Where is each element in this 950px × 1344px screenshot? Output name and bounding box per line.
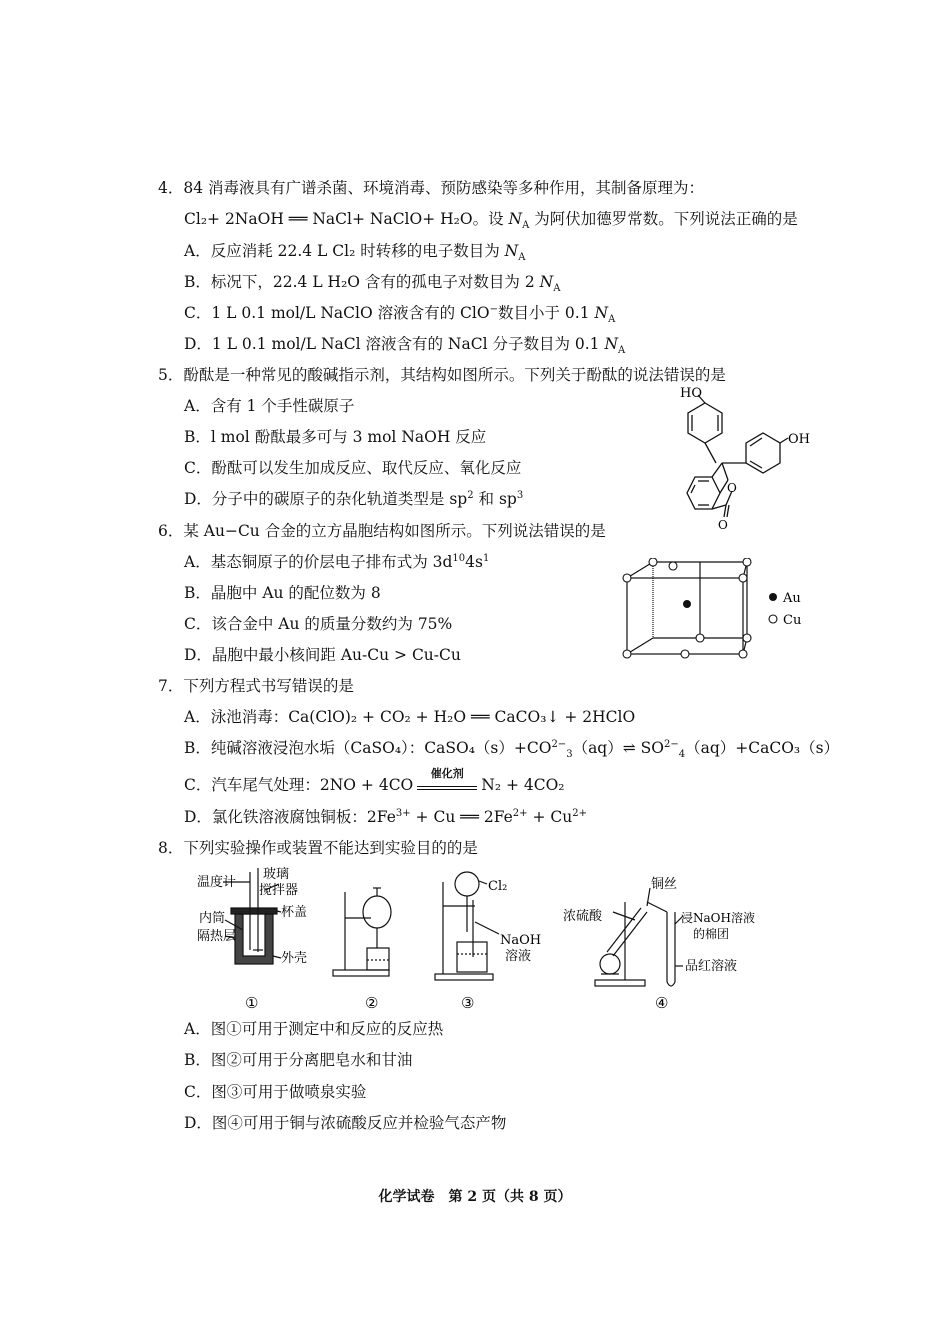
q4-stem-equation: Cl₂+ 2NaOH ══ NaCl+ NaClO+ H₂O。设 $N_A$ 为阿伏加德罗常数。下列说法正确的是 <box>184 210 798 232</box>
fig4-sulfuric-acid-label: 浓硫酸 <box>563 909 603 924</box>
q6-option-c: C．该合金中 Au 的质量分数约为 75% <box>184 615 453 633</box>
fig1-lid-label: 杯盖 <box>281 905 308 920</box>
legend-au: Au <box>783 591 801 606</box>
fig1-thermometer-label: 温度计 <box>197 875 237 890</box>
q7-option-b: B．纯碱溶液浸泡水垢（CaSO₄）：$CaSO_4(s)+CO^{2-}_3(aq)\rightleftharpoons$ $SO^{2-}_4(aq)+CaCO_3(s)$ <box>184 738 840 761</box>
q8-option-b: B．图②可用于分离肥皂水和甘油 <box>184 1051 413 1069</box>
fig3-solution-label: 溶液 <box>505 949 532 964</box>
q6-option-b: B．晶胞中 Au 的配位数为 8 <box>184 584 381 602</box>
q4-option-d: D．1 L 0.1 mol/L NaCl 溶液含有的 NaCl 分子数目为 0.1 $N_A$ <box>184 335 626 357</box>
fig4-cotton-label: 浸NaOH溶液 <box>681 911 755 925</box>
fig1-stirrer-label: 搅拌器 <box>259 883 299 898</box>
fig3-cl2-label: Cl₂ <box>488 879 508 894</box>
q5-option-c: C．酚酞可以发生加成反应、取代反应、氧化反应 <box>184 459 522 477</box>
q6-stem: 6．某 Au−Cu 合金的立方晶胞结构如图所示。下列说法错误的是 <box>158 522 606 540</box>
fig-ho-label: HO <box>680 386 702 401</box>
q6-option-a: A．基态铜原子的价层电子排布式为 $3d^{10}4s^1$ <box>184 552 490 571</box>
q4-option-b: B．标况下，22.4 L H₂O 含有的孤电子对数目为 2 $N_A$ <box>184 273 561 295</box>
fig-carbonyl-o-label: O <box>718 518 728 532</box>
q4-option-a: A．反应消耗 22.4 L Cl₂ 时转移的电子数目为 $N_A$ <box>184 242 526 264</box>
fig2-number: ② <box>365 994 379 1012</box>
page-footer: 化学试卷 第 2 页（共 8 页） <box>378 1189 572 1205</box>
q8-option-d: D．图④可用于铜与浓硫酸反应并检验气态产物 <box>184 1114 507 1132</box>
fig3-number: ③ <box>461 994 475 1012</box>
fig-oh-label: OH <box>788 432 810 447</box>
q7-option-a: A．泳池消毒：Ca(ClO)₂ + CO₂ + H₂O ══ CaCO₃↓ + 2HClO <box>184 708 636 726</box>
fig4-cotton-label-2: 的棉团 <box>693 927 730 941</box>
fig-ring-o-label: O <box>727 481 737 495</box>
q8-option-c: C．图③可用于做喷泉实验 <box>184 1083 367 1101</box>
q7-option-c: C．汽车尾气处理：2NO + 4CO 催化剂 N₂ + 4CO₂ <box>184 775 565 795</box>
q4-option-c: C．1 L 0.1 mol/L NaClO 溶液含有的 ClO−数目小于 0.1 $N_A$ <box>184 303 616 326</box>
au-cu-unit-cell <box>615 558 815 662</box>
fig3-naoh-label: NaOH <box>500 933 542 948</box>
q7-option-d: D．氯化铁溶液腐蚀铜板：$2Fe^{3+} + Cu$ ══ $2Fe^{2+} + Cu^{2+}$ <box>184 807 587 826</box>
legend-cu: Cu <box>783 613 802 628</box>
q5-stem: 5．酚酞是一种常见的酸碱指示剂，其结构如图所示。下列关于酚酞的说法错误的是 <box>158 366 726 384</box>
fig1-shell-label: 外壳 <box>281 951 308 966</box>
experiment-figures <box>195 862 785 1017</box>
q5-option-b: B．l mol 酚酞最多可与 3 mol NaOH 反应 <box>184 428 487 446</box>
q7-stem: 7．下列方程式书写错误的是 <box>158 677 354 695</box>
fig1-insulation-label: 隔热层 <box>197 929 237 944</box>
q8-option-a: A．图①可用于测定中和反应的反应热 <box>184 1020 444 1038</box>
fig4-magenta-label: 品红溶液 <box>685 959 738 974</box>
fig4-number: ④ <box>655 994 669 1012</box>
q5-option-a: A．含有 1 个手性碳原子 <box>184 397 355 415</box>
fig1-number: ① <box>245 994 259 1012</box>
fig1-glass-label: 玻璃 <box>263 867 290 882</box>
q6-option-d: D．晶胞中最小核间距 Au-Cu > Cu-Cu <box>184 646 461 664</box>
fig4-copper-wire-label: 铜丝 <box>651 877 678 892</box>
q8-stem: 8．下列实验操作或装置不能达到实验目的的是 <box>158 839 478 857</box>
fig1-inner-label: 内筒 <box>199 911 226 926</box>
q4-stem: 4．84 消毒液具有广谱杀菌、环境消毒、预防感染等多种作用，其制备原理为： <box>158 179 705 197</box>
catalyst-label: 催化剂 <box>430 767 464 780</box>
phenolphthalein-structure <box>650 385 820 535</box>
q5-option-d: D．分子中的碳原子的杂化轨道类型是 $sp^2$ 和 $sp^3$ <box>184 489 524 508</box>
